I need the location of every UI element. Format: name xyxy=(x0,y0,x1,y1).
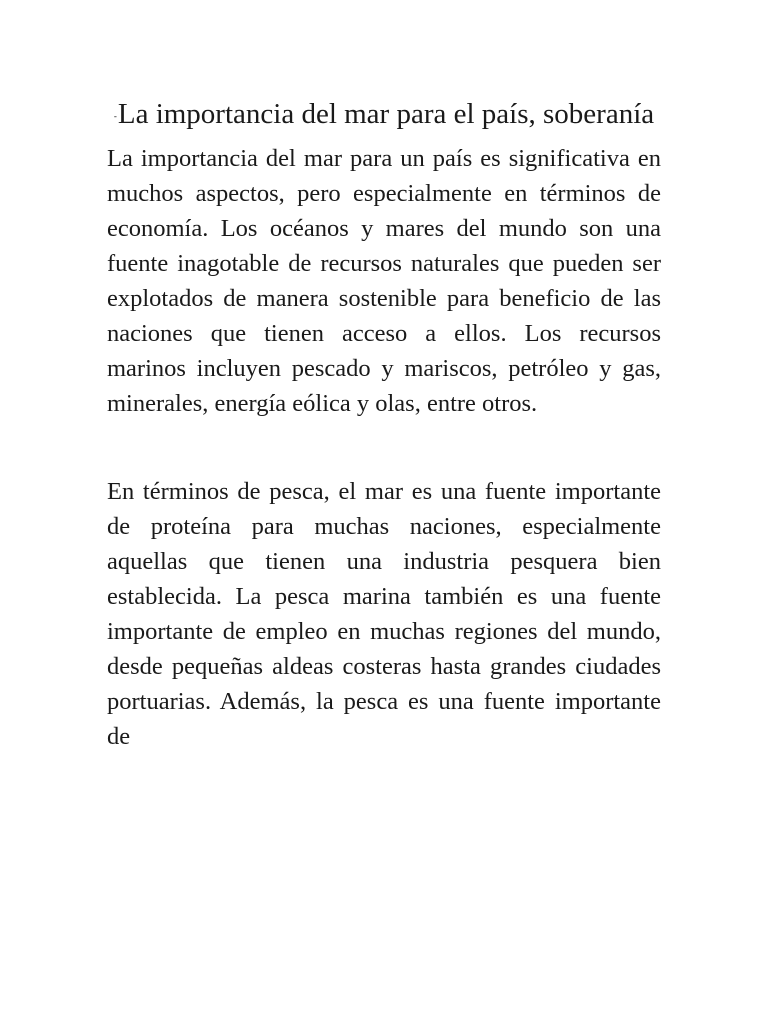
title-text: La importancia del mar para el país, soberanía xyxy=(117,98,655,130)
paragraph-1: La importancia del mar para un país es significativa en muchos aspectos, pero especialmente en términos de economía. Los océanos y mares del mundo son una fuente inagotable de recursos naturales que pueden ser explotados de manera sostenible para beneficio de las naciones que tienen acceso a ellos. Los recursos marinos incluyen pescado y mariscos, petróleo y gas, minerales, energía eólica y olas, entre otros. xyxy=(107,144,661,417)
paragraph-spacer xyxy=(107,421,661,474)
paragraph-2: En términos de pesca, el mar es una fuente importante de proteína para muchas naciones, especialmente aquellas que tienen una industria pesquera bien establecida. La pesca marina también es una fuente importante de empleo en muchas regiones del mundo, desde pequeñas aldeas costeras hasta grandes ciudades portuarias. Además, la pesca es una fuente importante de xyxy=(107,477,661,750)
page-title xyxy=(107,92,661,139)
title-marker: - xyxy=(113,110,117,121)
